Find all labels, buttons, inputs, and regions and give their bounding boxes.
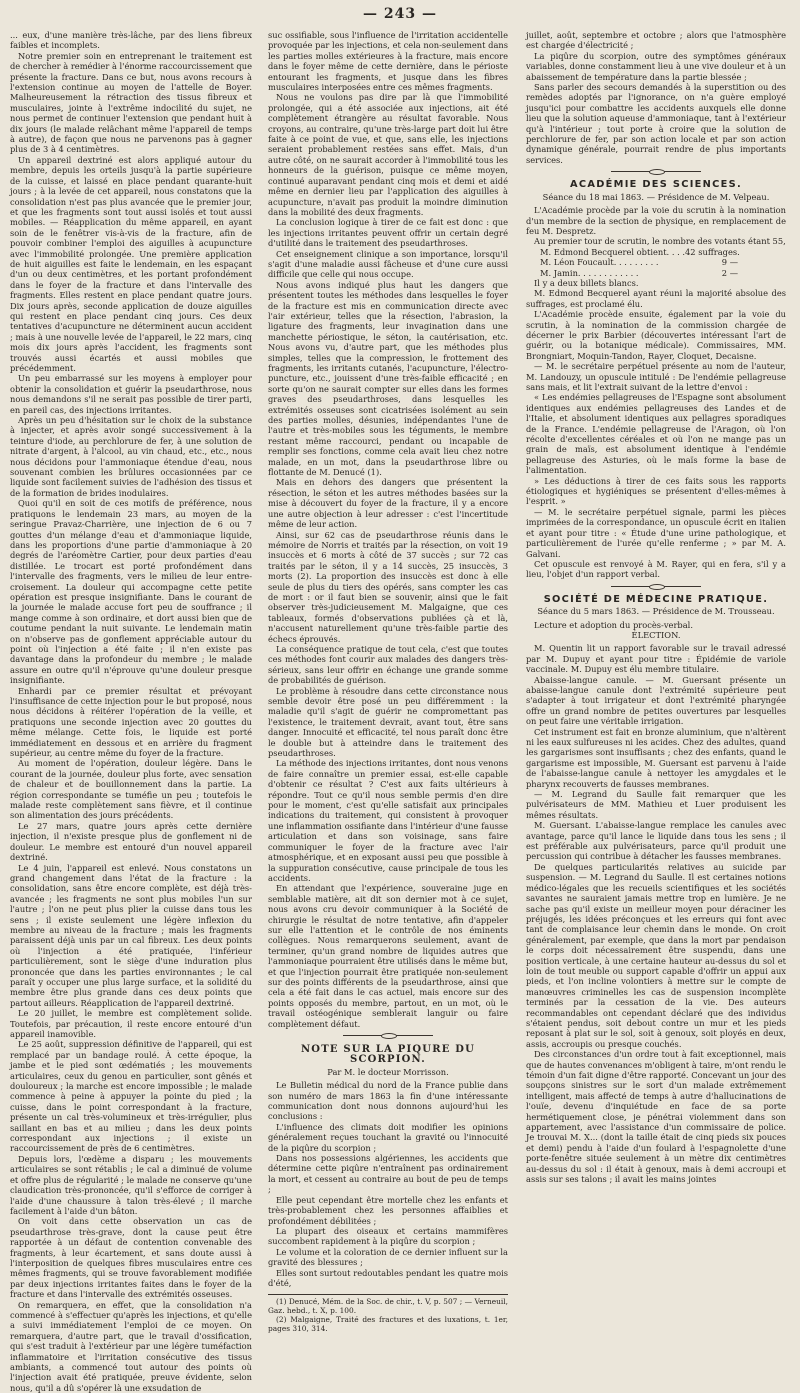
paragraph: — M. le secrétaire perpétuel présente au nom de l'auteur, M. Landouzy, un opuscule intitulé : De l'endémie pellagreuse sans mais, et lit l'extrait suivant de la lettre d'envoi : [526, 361, 786, 392]
column-left [10, 30, 252, 1393]
footnote: (1) Denucé, Mém. de la Soc. de chir., t. V, p. 507 ; — Verneuil, Gaz. hebd., t. X, p. 100. [268, 1297, 508, 1316]
section-ornament [611, 584, 701, 590]
paragraph: En attendant que l'expérience, souveraine juge en semblable matière, ait dit son dernier mot à ce sujet, nous avons cru devoir communiquer à la Société de chirurgie le résultat de notre tentative, afin d'appeler sur elle l'attention et le contrôle de nos éminents collègues. Nous remarquerons seulement, avant de terminer, qu'un grand nombre de liquides autres que l'ammoniaque pourraient être utilisés dans le même but, et que l'injection pourrait être pratiquée non-seulement sur des points différents de la pseudarthrose, ainsi que cela a été fait dans le cas actuel, mais encore sur des points opposés du membre, partout, en un mot, où le travail ostéogénique semblerait languir ou faire complètement défaut. [268, 883, 508, 1029]
paragraph: M. Edmond Becquerel ayant réuni la majorité absolue des suffrages, est proclamé élu. [526, 288, 786, 309]
paragraph: suc ossifiable, sous l'influence de l'irritation accidentelle provoquée par les injections, et cela non-seulement dans les parties molles extérieures à la fracture, mais encore dans le foyer même de cette dernière, dans le périoste entourant les fragments, et jusque dans les fibres musculaires interposées entre ces mêmes fragments. [268, 30, 508, 93]
paragraph: « Les endémies pellagreuses de l'Espagne sont absolument identiques aux endémies pellagreuses des Landes et de l'Italie, et absolument identiques aux pellagres sporadiques de la France. L'endémie pellagreuse de l'Aragon, où l'on récolte d'excellentes céréales et où l'on ne mange pas un grain de maïs, est absolument identique à l'endémie pellagreuse des Asturies, où le maïs forme la base de l'alimentation. [526, 392, 786, 476]
vote-name: M. Jamin. . . . . . . . . . . . [540, 267, 639, 278]
paragraph: L'influence des climats doit modifier les opinions généralement reçues touchant la gravité ou l'innocuité de la piqûre du scorpion ; [268, 1121, 508, 1153]
vote-name: M. Edmond Becquerel obtient. . . . [540, 246, 686, 257]
paragraph: ... eux, d'une manière très-lâche, par des liens fibreux faibles et incomplets. [10, 30, 252, 51]
paragraph: M. Quentin lit un rapport favorable sur le travail adressé par M. Dupuy et ayant pour titre : Épidémie de variole vaccinale. M. Dupuy est élu membre titulaire. [526, 643, 786, 675]
paragraph: Nous ne voulons pas dire par là que l'immobilité prolongée, qui a été associée aux injections, ait été complètement étrangère au résultat favorable. Nous croyons, au contraire, qu'une très-large part doit lui être faite à ce point de vue, et que, sans elle, les injections seraient probablement restées sans effet. Mais, d'un autre côté, on ne saurait accorder à l'immobilité tous les honneurs de la guérison, puisque ce même moyen, continué auparavant pendant cinq mois et demi et aidé même en dernier lieu par l'application des aiguilles à acupuncture, n'avait pas produit la moindre diminution dans la mobilité des deux fragments. [268, 92, 508, 217]
subsection-title: ÉLECTION. [631, 629, 681, 640]
vote-count: 42 suffrages. [685, 246, 740, 257]
paragraph: juillet, août, septembre et octobre ; alors que l'atmosphère est chargée d'électricité ; [526, 30, 786, 51]
paragraph: Un peu embarrassé sur les moyens à employer pour obtenir la consolidation et guérir la pseudarthrose, nous nous demandons s'il ne serait pas possible de tirer parti, en pareil cas, des injections irritantes. [10, 373, 252, 415]
paragraph: Lecture et adoption du procès-verbal. [534, 619, 693, 630]
paragraph: — M. le secrétaire perpétuel signale, parmi les pièces imprimées de la correspondance, un opuscule écrit en italien et ayant pour titre : « Étude d'une urine pathologique, et particulièrement de l'urée qu'elle renferme ; » par M. A. Galvani. [526, 506, 786, 559]
vote-count: 2 — [721, 267, 738, 278]
paragraph: L'Académie procède ensuite, également par la voie du scrutin, à la nomination de la commission chargée de décerner le prix Barbier (découvertes intéressant l'art de guérir, ou la botanique médicale). Commissaires, MM. Brongniart, Moquin-Tandon, Rayer, Cloquet, Decaisne. [526, 309, 786, 361]
paragraph: La plupart des oiseaux et certains mammifères succombent rapidement à la piqûre du scorpion ; [268, 1225, 508, 1247]
section-ornament [611, 169, 701, 175]
paragraph: La méthode des injections irritantes, dont nous venons de faire connaître un premier essai, est-elle capable d'obtenir ce résultat ? C'est aux faits ultérieurs à répondre. Tout ce qu'il nous semble permis d'en dire pour le moment, c'est qu'elle satisfait aux principales indications du traitement, qui consistent à provoquer une inflammation ossifiante dans l'intérieur d'une fausse articulation et dans son voisinage, sans faire communiquer le foyer de la fracture avec l'air atmosphérique, et en exposant aussi peu que possible à la suppuration consécutive, cause principale de tous les accidents. [268, 758, 508, 883]
section-author: Par M. le docteur Morrisson. [327, 1066, 449, 1077]
paragraph: Ainsi, sur 62 cas de pseudarthrose réunis dans le mémoire de Norris et traités par la résection, on voit 19 insuccès et 6 morts à côté de 37 succès ; sur 72 cas traités par le séton, il y a 14 succès, 25 insuccès, 3 morts (2). La proportion des insuccès est donc à elle seule de plus du tiers des opérés, sans compter les cas de mort : or il faut bien se souvenir, ainsi que le fait observer très-judicieusement M. Malgaigne, que ces tableaux, formés d'observations publiées çà et là, n'accusent naturellement qu'une très-faible partie des échecs éprouvés. [268, 529, 508, 644]
paragraph: Après un peu d'hésitation sur le choix de la substance à injecter, et après avoir songé successivement à la teinture d'iode, au perchlorure de fer, à une solution de nitrate d'argent, à l'alcool, au vin chaud, etc., etc., nous nous décidons pour l'ammoniaque étendue d'eau, nous souvenant combien les brûlures occasionnées par ce liquide sont facilement suivies de l'adhésion des tissus et de la formation de brides inodulaires. [10, 415, 252, 498]
page-number: — 243 — [363, 6, 437, 22]
vote-row [526, 257, 786, 267]
paragraph: Mais en dehors des dangers que présentent la résection, le séton et les autres méthodes basées sur la mise à découvert du foyer de la fracture, il y a encore une autre objection à leur adresser : c'est l'incertitude même de leur action. [268, 477, 508, 530]
footnote: (2) Malgaigne, Traité des fractures et des luxations, t. 1er, pages 310, 314. [268, 1315, 508, 1334]
paragraph: On remarquera, en effet, que la consolidation n'a commencé à s'effectuer qu'après les injections, et qu'elle a suivi immédiatement l'emploi de ce moyen. On remarquera, d'autre part, que le travail d'ossification, qui s'est traduit à l'extérieur par une légère tuméfaction inflammatoire et l'irritation consécutive des tissus ambiants, a commencé tout autour des points où l'injection avait été pratiquée, preuve évidente, selon nous, qu'il a dû s'opérer là une exsudation de [10, 1299, 252, 1393]
paragraph: Cet instrument est fait en bronze aluminium, que n'altèrent ni les eaux sulfureuses ni les acides. Chez des adultes, quand les gargarismes sont insuffisants ; chez des enfants, quand le gargarisme est impossible, M. Guersant est parvenu à l'aide de l'abaisse-langue canule à nettoyer les amygdales et le pharynx recouverts de fausses membranes. [526, 726, 786, 789]
paragraph: Le 25 août, suppression définitive de l'appareil, qui est remplacé par un bandage roulé. À cette époque, la jambe et le pied sont œdématiés ; les mouvements articulaires, ceux du genou en particulier, sont gênés et douloureux ; la marche est encore impossible ; le malade commence à peine à appuyer la pointe du pied ; la cuisse, dans le point correspondant à la fracture, présente un cal très-volumineux et très-irrégulier, plus saillant en bas et au milieu ; dans les deux points correspondant aux injections ; il existe un raccourcissement de près de 6 centimètres. [10, 1039, 252, 1154]
paragraph: Notre premier soin en entreprenant le traitement est de chercher à remédier à l'énorme raccourcissement que présente la fracture. Dans ce but, nous avons recours à l'extension continue au moyen de l'attelle de Boyer. Malheureusement la rétraction des tissus fibreux et musculaires, jointe à l'extrême indocilité du sujet, ne nous permet de continuer l'extension que pendant huit à dix jours (le malade relâchant même l'appareil de temps à autre), de façon que nous ne parvenons pas à gagner plus de 3 à 4 centimètres. [10, 50, 252, 155]
paragraph: Le volume et la coloration de ce dernier influent sur la gravité des blessures ; [268, 1246, 508, 1268]
paragraph: Elles sont surtout redoutables pendant les quatre mois d'été, [268, 1267, 508, 1288]
paragraph: Un appareil dextriné est alors appliqué autour du membre, depuis les orteils jusqu'à la partie supérieure de la cuisse, et laissé en place pendant quarante-huit jours ; à la levée de cet appareil, nous constatons que la consolidation n'est pas plus avancée que le premier jour, et que les fragments sont tout aussi isolés et tout aussi mobiles. — Réapplication du même appareil, en ayant soin de le fenêtrer vis-à-vis de la fracture, afin de pouvoir combiner l'emploi des aiguilles à acupuncture avec l'immobilité prolongée. Une première application de huit aiguilles est faite le lendemain, en les espaçant d'un ou deux centimètres, et les portant profondément dans le foyer de la fracture et dans l'intervalle des fragments. Elles restent en place pendant quatre jours. Dix jours après, seconde application de douze aiguilles qui restent en place pendant cinq jours. Ces deux tentatives d'acupuncture ne déterminent aucun accident ; mais à une nouvelle levée de l'appareil, le 22 mars, cinq mois dix jours après l'accident, les fragments sont trouvés aussi écartés et aussi mobiles que précédemment. [10, 154, 252, 373]
paragraph: La conclusion logique à tirer de ce fait est donc : que les injections irritantes peuvent offrir un certain degré d'utilité dans le traitement des pseudarthroses. [268, 217, 508, 249]
paragraph: La piqûre du scorpion, outre des symptômes généraux variables, donne constamment lieu à une vive douleur et à un abaissement de température dans la partie blessée ; [526, 50, 786, 82]
paragraph: Nous avons indiqué plus haut les dangers que présentent toutes les méthodes dans lesquelles le foyer de la fracture est mis en communication directe avec l'air extérieur, telles que la résection, l'abrasion, la ligature des fragments, leur invagination dans une manchette périostique, le séton, la cautérisation, etc. Nous avons vu, d'autre part, que les méthodes plus simples, telles que la compression, le frottement des fragments, les irritants cutanés, l'acupuncture, l'électro-puncture, etc., jouissent d'une très-faible efficacité ; en sorte qu'on ne saurait compter sur elles dans les formes graves des pseudarthroses, dans lesquelles les extrémités osseuses sont cicatrisées isolément au sein des parties molles, désunies, indépendantes l'une de l'autre et très-mobiles sous les téguments, le membre restant même raccourci, pendant ou incapable de remplir ses fonctions, comme cela avait lieu chez notre malade, en un mot, dans la pseudarthrose libre ou flottante de M. Denucé (1). [268, 279, 508, 478]
section-title-society: SOCIÉTÉ DE MÉDECINE PRATIQUE. [543, 593, 769, 605]
paragraph: Au premier tour de scrutin, le nombre des votants étant 55, [534, 236, 786, 247]
paragraph: Il y a deux billets blancs. [534, 277, 639, 288]
vote-name: M. Léon Foucault. . . . . . . . . [540, 257, 659, 268]
paragraph: Le 4 juin, l'appareil est enlevé. Nous constatons un grand changement dans l'état de la fracture : la consolidation, sans être encore complète, est déjà très-avancée ; les fragments ne sont plus mobiles l'un sur l'autre ; l'on ne peut plus plier la cuisse dans tous les sens ; il existe seulement une légère inflexion du membre au niveau de la fracture ; mais les fragments paraissent déjà unis par un cal fibreux. Les deux points où l'injection a été pratiquée, l'inférieur particulièrement, sont le siège d'une induration plus prononcée que dans les parties environnantes ; le cal paraît y occuper une plus large surface, et la solidité du membre être plus grande dans ces deux points que partout ailleurs. Réapplication de l'appareil dextriné. [10, 862, 252, 1008]
paragraph: — M. Legrand du Saulle fait remarquer que les pulvérisateurs de MM. Mathieu et Luer produisent les mêmes résultats. [526, 789, 786, 820]
column-middle [268, 30, 508, 1334]
paragraph: Depuis lors, l'œdème a disparu ; les mouvements articulaires se sont rétablis ; le cal a diminué de volume et offre plus de régularité ; le malade ne conserve qu'une claudication très-prononcée, qu'il s'efforce de corriger à l'aide d'une chaussure à talon très-élevé ; il marche facilement à l'aide d'un bâton. [10, 1153, 252, 1216]
paragraph: Enhardi par ce premier résultat et prévoyant l'insuffisance de cette injection pour le but proposé, nous nous décidons à réitérer l'opération de la veille, et pratiquons une seconde injection avec 20 gouttes du même mélange. Cette fois, le liquide est porté immédiatement en dessous et en arrière du fragment supérieur, au centre même du foyer de la fracture. [10, 685, 252, 759]
paragraph: Au moment de l'opération, douleur légère. Dans le courant de la journée, douleur plus forte, avec sensation de chaleur et de bouillonnement dans la partie. La région correspondante se tuméfie un peu ; toutefois le malade reste complètement sans fièvre, et il continue son alimentation des jours précédents. [10, 758, 252, 821]
paragraph: Sans parler des secours demandés à la superstition ou des remèdes adoptés par l'ignorance, on n'a guère employé jusqu'ici pour combattre les accidents auxquels elle donne lieu que la solution aqueuse d'ammoniaque, tant à l'extérieur qu'à l'intérieur ; tout porte à croire que la solution de perchlorure de fer, par son action locale et par son action dynamique générale, pourrait rendre de plus importants services. [526, 82, 786, 165]
paragraph: Quoi qu'il en soit de ces motifs de préférence, nous pratiquons le lendemain 23 mars, au moyen de la seringue Pravaz-Charrière, une injection de 6 ou 7 gouttes d'un mélange d'eau et d'ammoniaque liquide, dans les proportions d'une partie d'ammoniaque à 20 degrés de l'aréomètre Cartier, pour deux parties d'eau distillée. Le trocart est porté profondément dans l'intervalle des fragments, vers le milieu de leur entre-croisement. La douleur qui accompagne cette petite opération est presque insignifiante. Dans le courant de la journée le malade accuse fort peu de souffrance ; il mange comme à son ordinaire, et dort aussi bien que de coutume pendant la nuit suivante. Le lendemain matin on n'observe pas de gonflement appréciable autour du point où l'injection a été faite ; il n'en existe pas davantage dans la profondeur du membre ; le malade assure en outre qu'il n'éprouve qu'une douleur presque insignifiante. [10, 498, 252, 686]
section-title-scorpion: NOTE SUR LA PIQURE DU SCORPION. [300, 1044, 476, 1066]
vote-row [526, 247, 786, 257]
paragraph: Le 20 juillet, le membre est complètement solide. Toutefois, par précaution, il reste encore entouré d'un appareil inamovible. [10, 1008, 252, 1039]
paragraph: De quelques particularités relatives au suicide par suspension. — M. Legrand du Saulle. Il est certaines notions médico-légales que les recueils scientifiques et les sociétés savantes ne sauraient jamais mettre trop en lumière. Je ne sache pas qu'il existe un meilleur moyen pour déraciner les préjugés, les idées préconçues et les erreurs qui font avec tant de complaisance leur chemin dans le monde. On croit généralement, par exemple, que dans la mort par pendaison le corps doit nécessairement être suspendu, dans une position verticale, à une certaine hauteur au-dessus du sol et loin de tout meuble ou support capable d'offrir un appui aux pieds, et l'on incline volontiers à mettre sur le compte de manœuvres criminelles les cas de suspension incomplète terminés par la cessation de la vie. Des auteurs recommandables ont cependant déclaré que des individus s'étaient pendus, soit debout contre un mur et les pieds reposant à plat sur le sol, soit à genoux, soit ployés en deux, assis, accroupis ou presque couchés. [526, 861, 786, 1049]
session-line: Séance du 18 mai 1863. — Présidence de M. Velpeau. [542, 191, 770, 202]
section-title-academy: ACADÉMIE DES SCIENCES. [569, 179, 742, 191]
paragraph: Des circonstances d'un ordre tout à fait exceptionnel, mais que de hautes convenances m'obligent à taire, m'ont rendu le témoin d'un fait digne d'être rapporté. Concevant un jour des soupçons sinistres sur le sort d'un malade extrêmement intelligent, mais affecté de temps à autre d'hallucinations de l'ouïe, devenu d'inquiétude en face de sa porte hermétiquement close, je pénétrai violemment dans son appartement, avec l'assistance d'un commissaire de police. Je trouvai M. X... (dont la taille était de cinq pieds six pouces et demi) pendu à l'aide d'un foulard à l'espagnolette d'une porte-fenêtre située seulement à un mètre dix centimètres au-dessus du sol : il était à genoux, mais à demi accroupi et assis sur ses talons ; il avait les mains jointes [526, 1049, 787, 1185]
section-ornament [343, 1033, 433, 1039]
paragraph: Elle peut cependant être mortelle chez les enfants et très-probablement chez les personnes affaiblies et profondément débilitées ; [268, 1194, 508, 1226]
paragraph: Abaisse-langue canule. — M. Guersant présente un abaisse-langue canule dont l'extrémité supérieure peut s'adapter à tout irrigateur et dont l'extrémité pharyngée offre un grand nombre de petites ouvertures par lesquelles on peut faire une véritable irrigation. [526, 674, 786, 727]
session-line: Séance du 5 mars 1863. — Présidence de M. Trousseau. [537, 606, 775, 617]
paragraph: Dans nos possessions algériennes, les accidents que détermine cette piqûre n'entraînent pas ordinairement la mort, et cessent au contraire au bout de peu de temps ; [268, 1153, 508, 1195]
paragraph: Cet opuscule est renvoyé à M. Rayer, qui en fera, s'il y a lieu, l'objet d'un rapport verbal. [526, 558, 786, 580]
paragraph: Le 27 mars, quatre jours après cette dernière injection, il n'existe presque plus de gonflement ni de douleur. Le membre est entouré d'un nouvel appareil dextriné. [10, 820, 252, 863]
paragraph: On voit dans cette observation un cas de pseudarthrose très-grave, dont la cause peut être rapportée à un défaut de contention convenable des fragments, à leur écartement, et sans doute aussi à l'interposition de quelques fibres musculaires entre ces mêmes fragments, qui se trouve favorablement modifiée par deux injections irritantes faites dans le foyer de la fracture et dans l'intervalle des extrémités osseuses. [10, 1216, 252, 1300]
paragraph: Le Bulletin médical du nord de la France publie dans son numéro de mars 1863 la fin d'une intéressante communication dont nous donnons aujourd'hui les conclusions : [268, 1080, 508, 1122]
footnotes [268, 1294, 508, 1333]
vote-row [526, 268, 786, 278]
paragraph: L'Académie procède par la voie du scrutin à la nomination d'un membre de la section de physique, en remplacement de feu M. Despretz. [526, 205, 786, 236]
paragraph: Le problème à résoudre dans cette circonstance nous semble devoir être posé un peu différemment : la maladie qu'il s'agit de guérir ne compromettant pas l'existence, le traitement devrait, avant tout, être sans danger. Innocuité et efficacité, tel nous paraît donc être le double but à atteindre dans le traitement des pseudarthroses. [268, 685, 508, 759]
paragraph: M. Guersant. L'abaisse-langue remplace les canules avec avantage, parce qu'il lance le liquide dans tous les sens ; il est préférable aux pulvérisateurs, parce qu'il produit une percussion qui contribue à détacher les fausses membranes. [526, 820, 786, 862]
vote-count: 9 — [721, 257, 738, 268]
paragraph: La conséquence pratique de tout cela, c'est que toutes ces méthodes font courir aux malades des dangers très-sérieux, sans leur offrir en échange une grande somme de probabilités de guérison. [268, 643, 508, 686]
paragraph: Cet enseignement clinique a son importance, lorsqu'il s'agit d'une maladie aussi fâcheuse et d'une cure aussi difficile que celle qui nous occupe. [268, 248, 508, 280]
column-right [526, 30, 786, 1190]
paragraph: » Les déductions à tirer de ces faits sous les rapports étiologiques et hygiéniques se présentent d'elles-mêmes à l'esprit. » [526, 475, 786, 507]
